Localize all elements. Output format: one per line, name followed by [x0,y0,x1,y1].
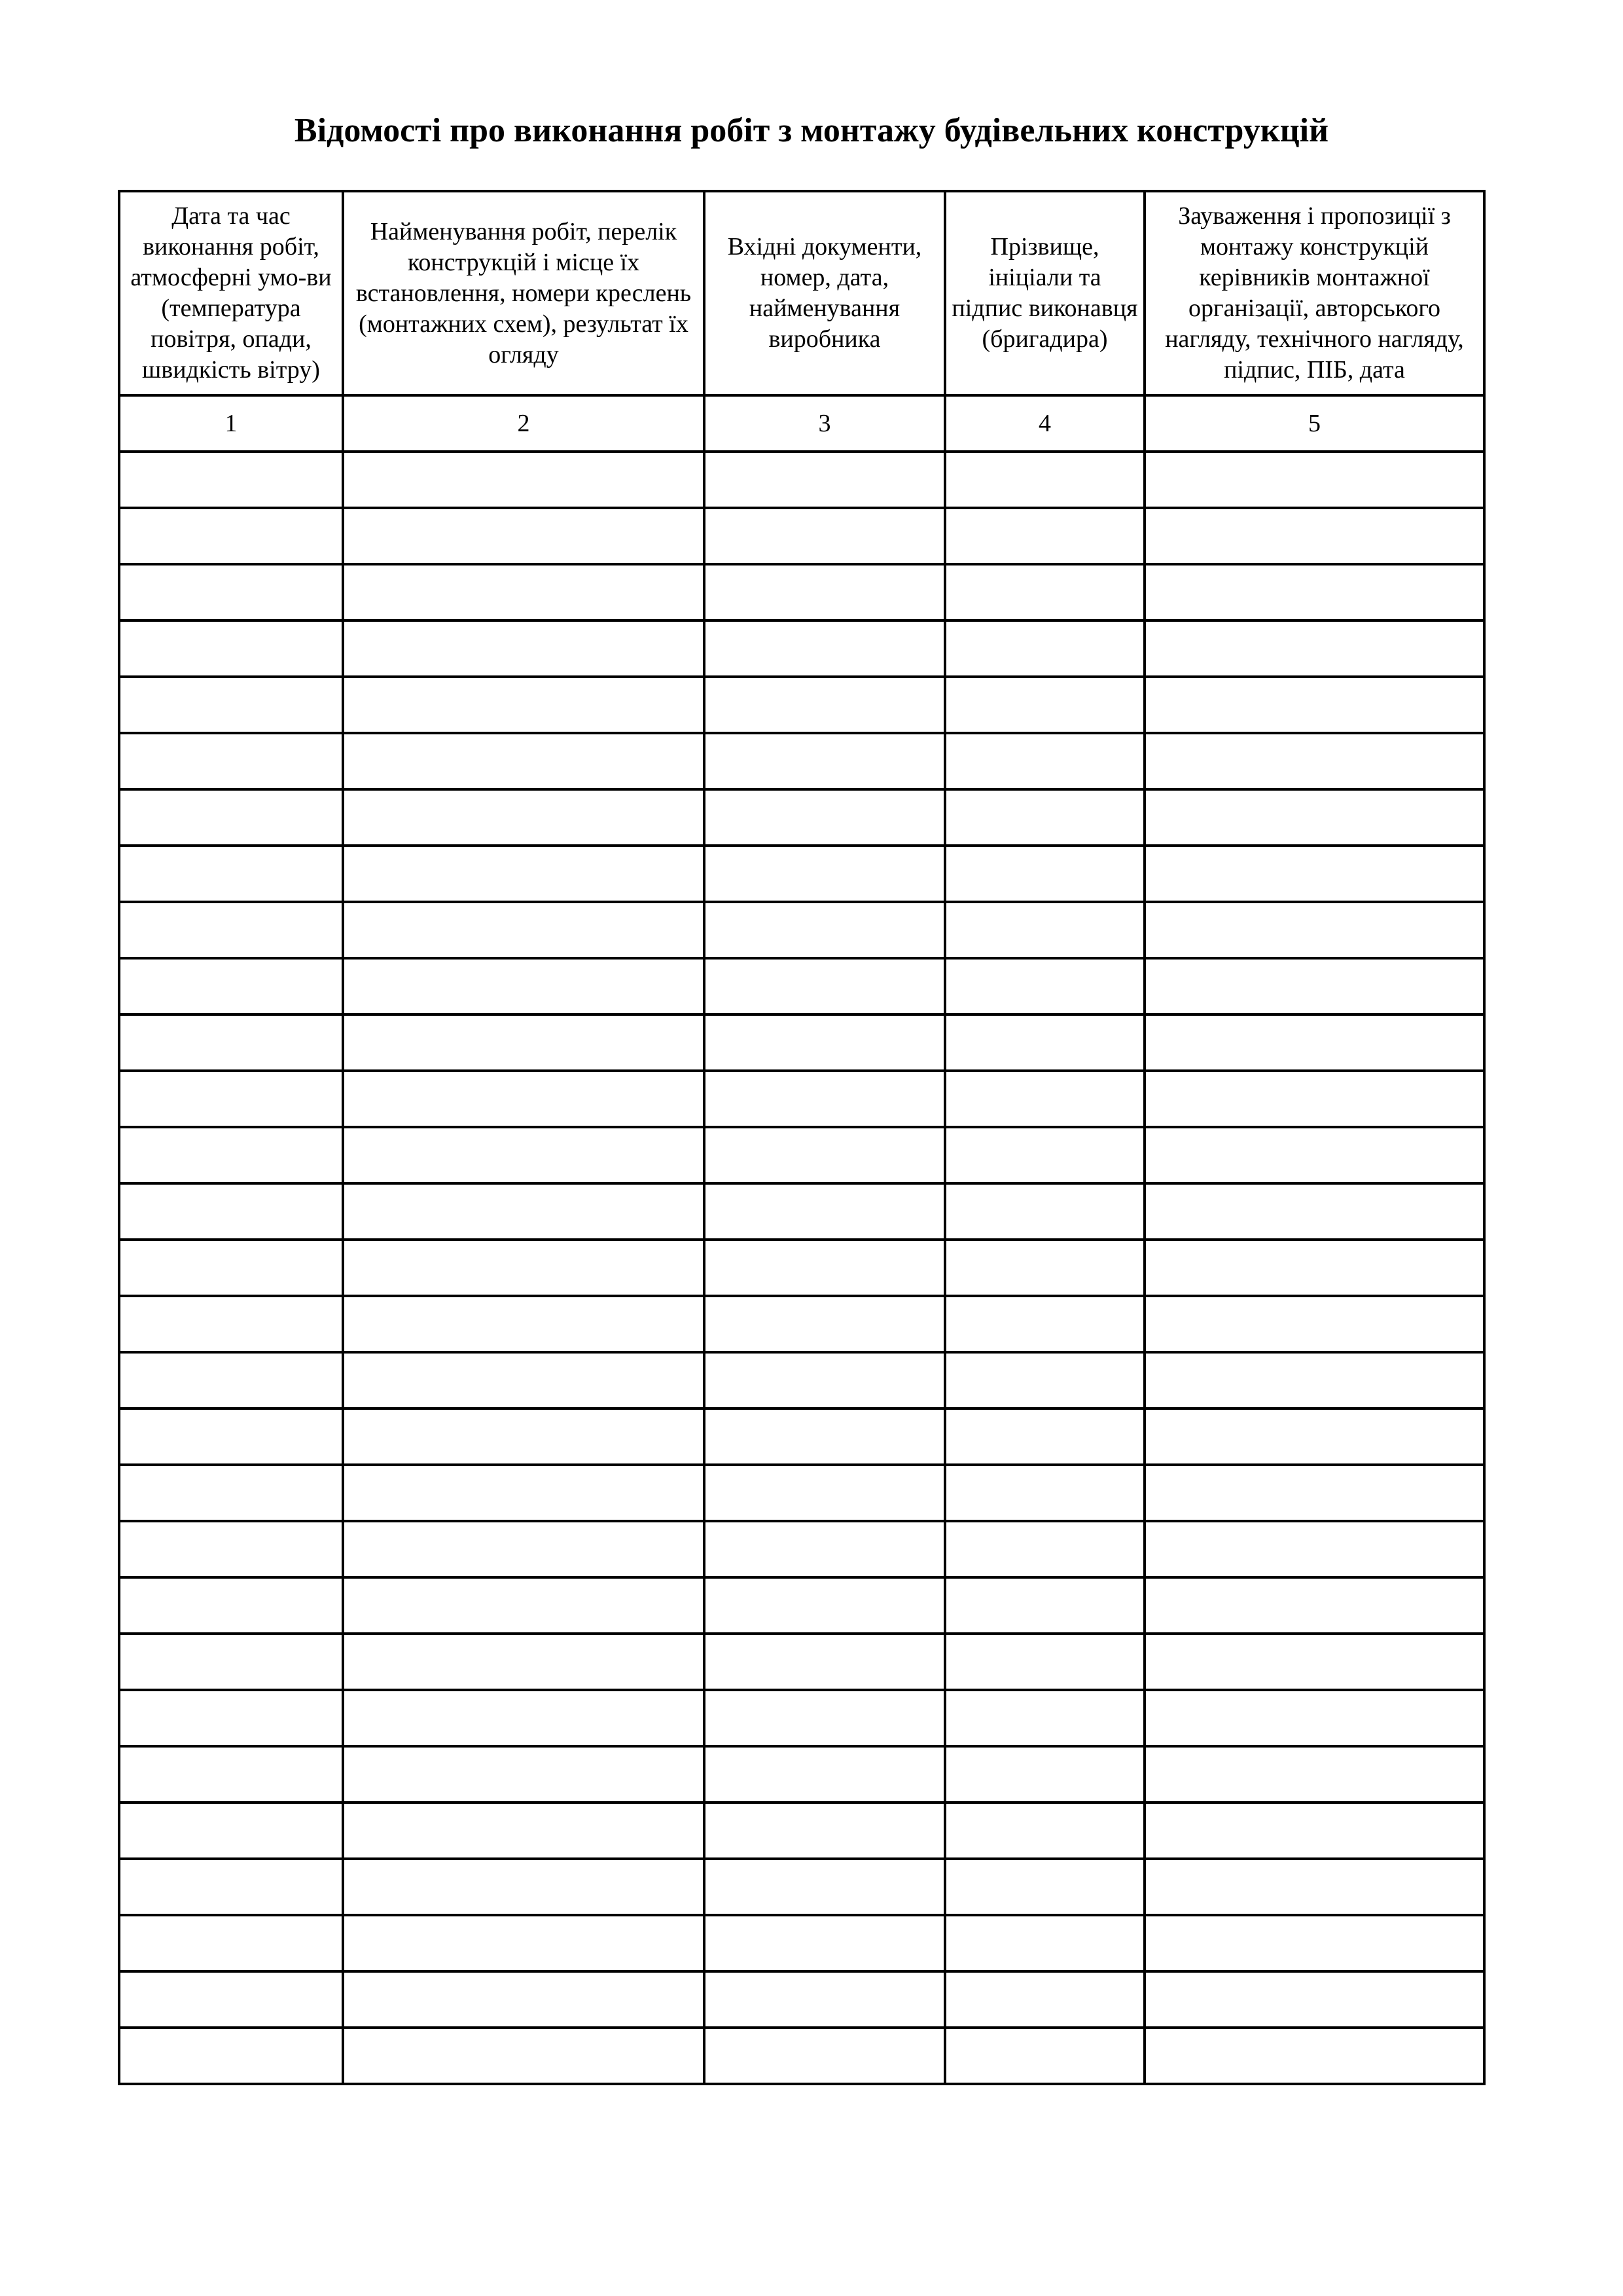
table-cell[interactable] [119,1859,343,1915]
table-cell[interactable] [119,1352,343,1408]
table-cell[interactable] [1145,1803,1484,1859]
table-cell[interactable] [1145,1915,1484,1971]
table-cell[interactable] [945,508,1145,564]
table-cell[interactable] [704,733,945,789]
table-cell[interactable] [1145,508,1484,564]
table-cell[interactable] [945,1521,1145,1577]
table-cell[interactable] [343,2028,704,2084]
table-cell[interactable] [343,1971,704,2028]
table-row [119,1521,1484,1577]
table-cell[interactable] [119,620,343,677]
table-cell[interactable] [945,958,1145,1014]
table-cell[interactable] [343,1183,704,1240]
table-cell[interactable] [945,1352,1145,1408]
work-log-table [118,190,1486,2085]
table-cell[interactable] [704,1127,945,1183]
table-row [119,2028,1484,2084]
table-row [119,958,1484,1014]
table-cell[interactable] [119,1071,343,1127]
table-cell[interactable] [945,1634,1145,1690]
table-cell[interactable] [1145,902,1484,958]
table-cell[interactable] [119,846,343,902]
table-cell[interactable] [1145,1465,1484,1521]
column-number: 4 [945,395,1145,452]
table-row [119,1465,1484,1521]
table-cell[interactable] [1145,1634,1484,1690]
table-cell[interactable] [343,508,704,564]
table-cell[interactable] [945,620,1145,677]
table-cell[interactable] [343,1465,704,1521]
table-cell[interactable] [945,1071,1145,1127]
table-cell[interactable] [945,1915,1145,1971]
column-number: 5 [1145,395,1484,452]
table-cell[interactable] [704,620,945,677]
table-cell[interactable] [343,677,704,733]
table-cell[interactable] [945,2028,1145,2084]
column-header-remarks: Зауваження і пропозиції з монтажу конструкцій керівників монтажної організації, авторського нагляду, технічного нагляду, підпис, ПІБ, дата [1145,191,1484,395]
table-cell[interactable] [704,1521,945,1577]
table-row [119,1352,1484,1408]
table-cell[interactable] [343,733,704,789]
table-cell[interactable] [343,620,704,677]
column-header-date: Дата та час виконання робіт, атмосферні умо-ви (температура повітря, опади, швидкість вітру) [119,191,343,395]
table-cell[interactable] [343,789,704,846]
table-cell[interactable] [119,1971,343,2028]
table-cell[interactable] [945,1465,1145,1521]
table-cell[interactable] [945,1408,1145,1465]
table-cell[interactable] [119,1127,343,1183]
table-cell[interactable] [1145,564,1484,620]
table-cell[interactable] [945,789,1145,846]
table-cell[interactable] [343,1352,704,1408]
column-number: 3 [704,395,945,452]
table-cell[interactable] [119,677,343,733]
table-cell[interactable] [945,846,1145,902]
table-cell[interactable] [119,1634,343,1690]
table-cell[interactable] [1145,1859,1484,1915]
page-title: Відомості про виконання робіт з монтажу будівельних конструкцій [294,112,1329,149]
table-row [119,677,1484,733]
table-row [119,1690,1484,1746]
table-row [119,1071,1484,1127]
table-cell[interactable] [945,1971,1145,2028]
table-row [119,902,1484,958]
table-cell[interactable] [704,508,945,564]
table-cell[interactable] [945,733,1145,789]
table-cell[interactable] [704,1352,945,1408]
table-cell[interactable] [704,1014,945,1071]
table-cell[interactable] [119,733,343,789]
table-cell[interactable] [945,1183,1145,1240]
table-cell[interactable] [343,846,704,902]
table-cell[interactable] [945,1859,1145,1915]
table-cell[interactable] [343,1577,704,1634]
table-cell[interactable] [119,508,343,564]
column-number-row [119,395,1484,452]
table-row [119,733,1484,789]
table-cell[interactable] [1145,1352,1484,1408]
table-row [119,1408,1484,1465]
table-cell[interactable] [704,1634,945,1690]
table-row [119,1859,1484,1915]
table-cell[interactable] [119,1183,343,1240]
table-row [119,1127,1484,1183]
table-cell[interactable] [945,677,1145,733]
table-cell[interactable] [1145,1014,1484,1071]
table-row [119,1577,1484,1634]
table-row [119,1803,1484,1859]
table-cell[interactable] [119,1915,343,1971]
table-row [119,1634,1484,1690]
table-cell[interactable] [119,1014,343,1071]
table-cell[interactable] [704,1071,945,1127]
column-number: 1 [119,395,343,452]
table-cell[interactable] [704,2028,945,2084]
table-cell[interactable] [119,1240,343,1296]
table-cell[interactable] [119,1296,343,1352]
table-cell[interactable] [1145,1127,1484,1183]
table-cell[interactable] [945,1803,1145,1859]
table-cell[interactable] [704,1240,945,1296]
table-cell[interactable] [119,958,343,1014]
table-cell[interactable] [343,1634,704,1690]
table-cell[interactable] [119,789,343,846]
table-row [119,620,1484,677]
table-cell[interactable] [1145,677,1484,733]
table-cell[interactable] [704,677,945,733]
table-cell[interactable] [343,1127,704,1183]
table-cell[interactable] [343,1690,704,1746]
table-cell[interactable] [343,958,704,1014]
column-header-executor: Прізвище, ініціали та підпис виконавця (бригадира) [945,191,1145,395]
table-cell[interactable] [704,846,945,902]
table-cell[interactable] [119,1746,343,1803]
table-cell[interactable] [1145,846,1484,902]
table-cell[interactable] [704,1690,945,1746]
column-number: 2 [343,395,704,452]
table-cell[interactable] [1145,1577,1484,1634]
table-cell[interactable] [945,1296,1145,1352]
table-cell[interactable] [1145,958,1484,1014]
table-cell[interactable] [343,1521,704,1577]
table-cell[interactable] [704,1408,945,1465]
table-cell[interactable] [945,1690,1145,1746]
column-header-works: Найменування робіт, перелік конструкцій і місце їх встановлення, номери креслень (монтажних схем), результат їх огляду [343,191,704,395]
table-cell[interactable] [343,1408,704,1465]
table-row [119,1240,1484,1296]
table-cell[interactable] [1145,2028,1484,2084]
table-cell[interactable] [343,1240,704,1296]
table-row [119,508,1484,564]
table-cell[interactable] [343,1746,704,1803]
table-cell[interactable] [119,452,343,508]
table-row [119,452,1484,508]
column-header-documents: Вхідні документи, номер, дата, найменування виробника [704,191,945,395]
table-cell[interactable] [119,2028,343,2084]
table-cell[interactable] [343,1014,704,1071]
table-cell[interactable] [704,1577,945,1634]
table-cell[interactable] [343,1803,704,1859]
table-cell[interactable] [945,564,1145,620]
table-cell[interactable] [704,1465,945,1521]
table-cell[interactable] [119,1465,343,1521]
table-cell[interactable] [704,1971,945,2028]
table-cell[interactable] [945,1127,1145,1183]
table-row [119,1915,1484,1971]
table-cell[interactable] [704,564,945,620]
table-cell[interactable] [704,1746,945,1803]
table-cell[interactable] [119,902,343,958]
table-cell[interactable] [704,1183,945,1240]
table-cell[interactable] [1145,733,1484,789]
table-cell[interactable] [704,902,945,958]
table-cell[interactable] [1145,1296,1484,1352]
table-cell[interactable] [704,1803,945,1859]
table-cell[interactable] [343,1859,704,1915]
table-cell[interactable] [1145,452,1484,508]
table-cell[interactable] [343,902,704,958]
table-cell[interactable] [704,789,945,846]
table-cell[interactable] [1145,620,1484,677]
table-cell[interactable] [1145,1408,1484,1465]
header-row [119,191,1484,395]
table-cell[interactable] [945,1240,1145,1296]
table-cell[interactable] [704,1859,945,1915]
table-cell[interactable] [1145,1971,1484,2028]
table-cell[interactable] [1145,1746,1484,1803]
table-cell[interactable] [1145,1240,1484,1296]
table-cell[interactable] [704,958,945,1014]
table-row [119,1183,1484,1240]
table-cell[interactable] [704,1296,945,1352]
table-cell[interactable] [945,902,1145,958]
table-cell[interactable] [945,1577,1145,1634]
table-cell[interactable] [119,1690,343,1746]
table-cell[interactable] [119,564,343,620]
table-row [119,564,1484,620]
table-cell[interactable] [119,1408,343,1465]
table-cell[interactable] [1145,1183,1484,1240]
table-cell[interactable] [704,452,945,508]
table-cell[interactable] [1145,1690,1484,1746]
table-cell[interactable] [1145,789,1484,846]
table-cell[interactable] [119,1521,343,1577]
table-cell[interactable] [119,1803,343,1859]
table-cell[interactable] [343,1071,704,1127]
table-row [119,846,1484,902]
table-cell[interactable] [945,1746,1145,1803]
table-row [119,1746,1484,1803]
table-cell[interactable] [945,452,1145,508]
table-cell[interactable] [343,1296,704,1352]
table-row [119,1971,1484,2028]
table-row [119,1296,1484,1352]
table-cell[interactable] [119,1577,343,1634]
table-cell[interactable] [704,1915,945,1971]
table-cell[interactable] [1145,1071,1484,1127]
table-row [119,1014,1484,1071]
table-cell[interactable] [343,1915,704,1971]
table-cell[interactable] [945,1014,1145,1071]
table-cell[interactable] [1145,1521,1484,1577]
table-cell[interactable] [343,452,704,508]
table-row [119,789,1484,846]
table-cell[interactable] [343,564,704,620]
